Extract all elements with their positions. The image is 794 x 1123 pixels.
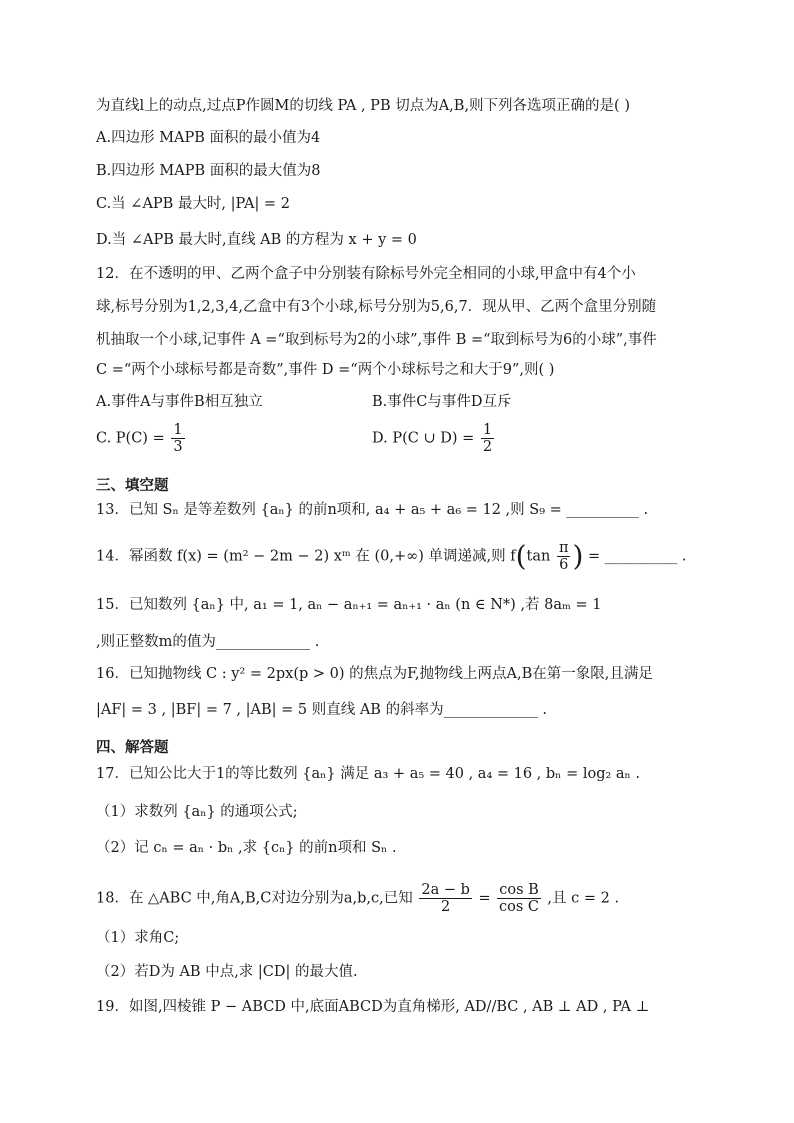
- q11-option-d: D.当 ∠APB 最大时,直线 AB 的方程为 x + y = 0: [96, 232, 417, 248]
- section-heading-fill-in: 三、填空题: [96, 478, 169, 494]
- fraction-one-half: $\frac{1}{2}$: [482, 422, 493, 455]
- question-16-line1: 16．已知抛物线 C : y² = 2px(p > 0) 的焦点为F,抛物线上两点A,B在第一象限,且满足: [96, 666, 653, 682]
- question-17: 17．已知公比大于1的等比数列 {aₙ} 满足 a₃ + a₅ = 40 , a₄ = 16 , bₙ = log₂ aₙ .: [96, 766, 641, 782]
- question-18: 18．在 △ABC 中,角A,B,C对边分别为a,b,c,已知 $\frac{2a - b}{2}$ = $\frac{\text{cos B}}{\text{cos C}}$ ,且 c = 2 .: [96, 882, 620, 915]
- q12-stem-line4: C =“两个小球标号都是奇数”,事件 D =“两个小球标号之和大于9”,则( ): [96, 362, 555, 378]
- question-15-line2: ,则正整数m的值为_____________ .: [96, 634, 320, 650]
- q11-option-c: C.当 ∠APB 最大时, |PA| = 2: [96, 196, 290, 212]
- q12-stem-line2: 球,标号分别为1,2,3,4,乙盒中有3个小球,标号分别为5,6,7．现从甲、乙两个盒里分别随: [96, 299, 657, 315]
- question-16-line2: |AF| = 3 , |BF| = 7 , |AB| = 5 则直线 AB 的斜率为_____________ .: [96, 702, 548, 718]
- q11-stem-continued: 为直线l上的动点,过点P作圆M的切线 PA , PB 切点为A,B,则下列各选项正确的是( ): [96, 98, 630, 114]
- question-17-part2: （2）记 cₙ = aₙ · bₙ ,求 {cₙ} 的前n项和 Sₙ .: [96, 840, 397, 856]
- q12-option-a: A.事件A与事件B相互独立: [96, 394, 263, 410]
- question-13: 13．已知 Sₙ 是等差数列 {aₙ} 的前n项和, a₄ + a₅ + a₆ = 12 ,则 S₉ = __________ .: [96, 502, 649, 518]
- question-15-line1: 15．已知数列 {aₙ} 中, a₁ = 1, aₙ − aₙ₊₁ = aₙ₊₁ · aₙ (n ∈ N*) ,若 8aₘ = 1: [96, 597, 602, 613]
- q12-option-c: C. P(C) = $\frac{1}{3}$: [96, 422, 183, 455]
- fraction-one-third: $\frac{1}{3}$: [173, 422, 183, 455]
- question-17-part1: （1）求数列 {aₙ} 的通项公式;: [96, 804, 298, 820]
- q11-option-b: B.四边形 MAPB 面积的最大值为8: [96, 163, 321, 179]
- question-19: 19．如图,四棱锥 P − ABCD 中,底面ABCD为直角梯形, AD//BC , AB ⊥ AD , PA ⊥: [96, 999, 650, 1015]
- q12-option-d: D. P(C ∪ D) = $\frac{1}{2}$: [372, 422, 493, 455]
- section-heading-solutions: 四、解答题: [96, 740, 169, 756]
- question-18-part1: （1）求角C;: [96, 930, 180, 946]
- q12-stem-line3: 机抽取一个小球,记事件 A =“取到标号为2的小球”,事件 B =“取到标号为6的小球”,事件: [96, 332, 657, 348]
- q12-option-b: B.事件C与事件D互斥: [372, 394, 512, 410]
- question-18-part2: （2）若D为 AB 中点,求 |CD| 的最大值.: [96, 964, 358, 980]
- q11-option-a: A.四边形 MAPB 面积的最小值为4: [96, 130, 321, 146]
- q12-stem-line1: 12．在不透明的甲、乙两个盒子中分别装有除标号外完全相同的小球,甲盒中有4个小: [96, 266, 636, 282]
- fraction-pi-over-6: $\frac{\pi}{6}$: [558, 540, 569, 573]
- question-14: 14．幂函数 f(x) = (m² − 2m − 2) xᵐ 在 (0,+∞) 单调递减,则 f(tan $\frac{\pi}{6}$ ) = __________ .: [96, 539, 687, 573]
- fraction-2a-minus-b-over-2: $\frac{2a - b}{2}$: [421, 882, 470, 915]
- fraction-cosb-over-cosc: $\frac{\text{cos B}}{\text{cos C}}$: [499, 882, 540, 915]
